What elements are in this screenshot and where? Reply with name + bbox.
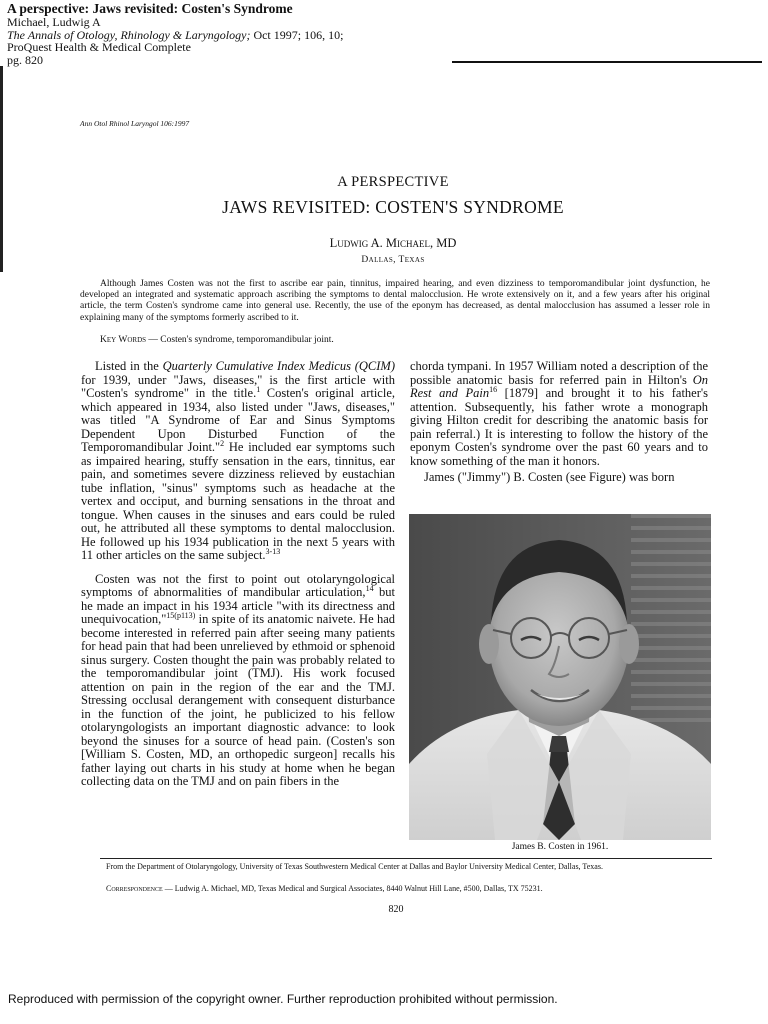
body-column-right bbox=[410, 360, 708, 485]
keywords-text: — Costen's syndrome, temporomandibular joint. bbox=[146, 335, 334, 345]
article-author: Ludwig A. Michael, MD bbox=[329, 236, 457, 250]
citation-database: ProQuest Health & Medical Complete bbox=[7, 40, 191, 54]
affiliation-footnote: From the Department of Otolaryngology, University of Texas Southwestern Medical Center at Dallas and Baylor University Medical Center, Dallas, Texas. bbox=[106, 862, 603, 871]
citation-page: pg. 820 bbox=[7, 52, 43, 67]
citation-issue: Oct 1997; 106, 10; bbox=[250, 27, 344, 42]
citation-block bbox=[7, 1, 447, 66]
section-heading: A PERSPECTIVE bbox=[337, 174, 449, 190]
citation-title: A perspective: Jaws revisited: Costen's Syndrome bbox=[7, 1, 293, 16]
abstract: Although James Costen was not the first to ascribe ear pain, tinnitus, impaired hearing, and even dizziness to temporomandibular joint dysfunction, he developed an integrated and systematic approach ascribing the symptoms to dental malocclusion. He wrote extensively on it, and a few years after his original article, the term Costen's syndrome came into general use. Recently, the use of the eponym has decreased, as dental malocclusion has assumed a lesser role in explaining many of the symptoms formerly ascribed to it. bbox=[80, 279, 710, 323]
citation-author: Michael, Ludwig A bbox=[7, 15, 101, 29]
page-number: 820 bbox=[388, 904, 404, 915]
figure-caption: James B. Costen in 1961. bbox=[511, 842, 609, 852]
header-rule bbox=[452, 61, 762, 63]
article-title: JAWS REVISITED: COSTEN'S SYNDROME bbox=[222, 197, 564, 217]
body-paragraph-1: Listed in the Quarterly Cumulative Index Medicus (QCIM) for 1939, under "Jaws, diseases," is the first article with "Costen's syndrome" in the title.$^1$ Costen's original article, which appeared in 1934, also listed under "Jaws, diseases," was titled "A Syndrome of Ear and Sinus Symptoms Dependent Upon Disturbed Function of the Temporomandibular Joint."$^2$ He included ear symptoms such as impaired hearing, stuffy sensation in the ears, tinnitus, ear pain, and sometimes severe dizziness relieved by eustachian tube inflation, "sinus" symptoms such as headache at the vertex and occiput, and burning sensations in the throat and tongue. When causes in the sinuses and ears could be ruled out, he attributed all these symptoms to dental malocclusion. He followed up his 1934 publication in the next 5 years with 11 other articles on the same subject.$^{3-13}$ bbox=[81, 359, 396, 562]
footnote-rule bbox=[100, 858, 712, 859]
author-location: Dallas, Texas bbox=[361, 255, 425, 265]
correspondence-footnote bbox=[106, 884, 708, 894]
keywords-label: Key Words bbox=[100, 335, 147, 345]
portrait-photo bbox=[409, 514, 711, 840]
body-paragraph-2: Costen was not the first to point out otolaryngological symptoms of abnormalities of mandibular articulation,$^{14}$ but he made an impact in his 1934 article "with its directness and unequivocation,"$^{15(p113)}$ in spite of its anatomic naivete. He had become interested in referred pain after seeing many patients for head pain that had been unrelieved by ethmoid or sphenoid sinus surgery. Costen thought the pain was probably related to the temporomandibular joint (TMJ). His work focused attention on pain in the region of the ear and the TMJ. Stressing occlusal derangement with consequent disturbance in the function of the joint, he publicized to his fellow otolaryngologists an important diagnostic advance: to look beyond the sinuses for a source of head pain. (Costen's son [William S. Costen, MD, an orthopedic surgeon] recalls his father laying out charts in his study at home when he began collecting data on the TMJ and on pain fibers in the bbox=[81, 571, 395, 788]
body-paragraph-4: James ("Jimmy") B. Costen (see Figure) was born bbox=[424, 470, 675, 484]
correspondence-text: — Ludwig A. Michael, MD, Texas Medical and Surgical Associates, 8440 Walnut Hill Lane, #500, Dallas, TX 75231. bbox=[162, 884, 543, 893]
body-column-left bbox=[81, 360, 395, 789]
correspondence-label: Correspondence bbox=[106, 884, 163, 893]
citation-journal: The Annals of Otology, Rhinology & Laryngology; bbox=[7, 27, 251, 42]
body-paragraph-3: chorda tympani. In 1957 William noted a description of the possible anatomic basis for referred pain in Hilton's On Rest and Pain$^{16}$ [1879] and brought it to his father's attention. Subsequently, his father wrote a monograph giving Hilton credit for describing the anatomic basis for pain referral.) It is interesting to follow the history of the eponym Costen's syndrome over the past 60 years and to know something of the man it honors. bbox=[410, 359, 708, 468]
journal-reference: Ann Otol Rhinol Laryngol 106:1997 bbox=[80, 119, 190, 128]
keywords bbox=[100, 335, 334, 345]
reproduction-notice: Reproduced with permission of the copyright owner. Further reproduction prohibited without permission. bbox=[8, 992, 558, 1006]
